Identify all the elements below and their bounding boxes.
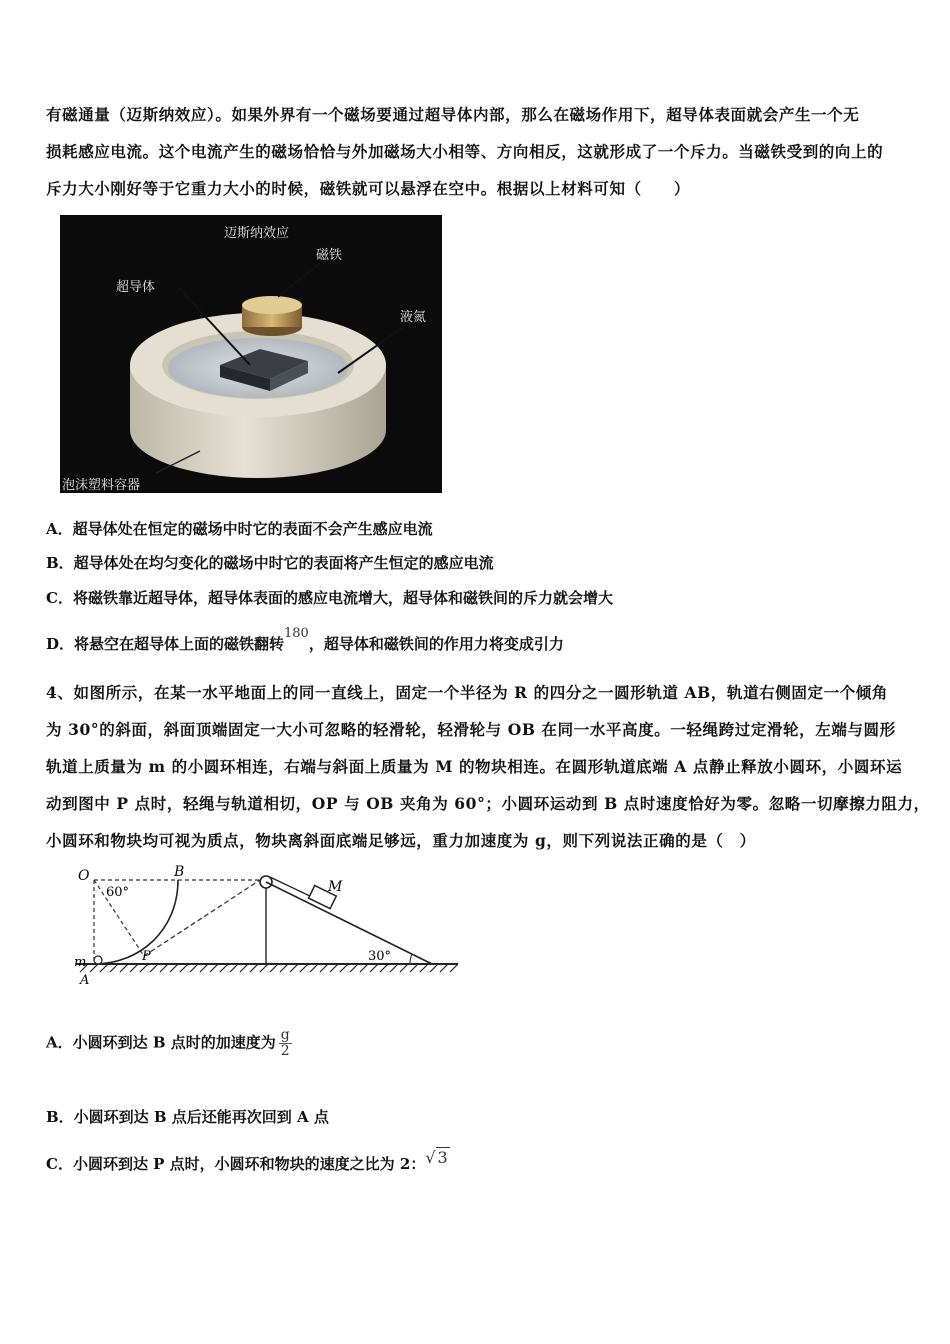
q4-line-3: 轨道上质量为 m 的小圆环相连，右端与斜面上质量为 M 的物块相连。在圆形轨道底端 A 点静止释放小圆环，小圆环运 bbox=[46, 757, 903, 776]
rope-left bbox=[144, 880, 260, 956]
label-angle-60: 60° bbox=[106, 885, 130, 900]
q3-option-a: A．超导体处在恒定的磁场中时它的表面不会产生感应电流 bbox=[46, 520, 433, 538]
q4-option-a bbox=[46, 1028, 292, 1059]
label-B: B bbox=[174, 864, 185, 880]
meissner-effect-figure bbox=[60, 215, 442, 493]
ground-hatching bbox=[80, 964, 458, 972]
q4-option-c bbox=[46, 1148, 450, 1174]
label-O: O bbox=[78, 868, 90, 884]
track-incline-figure bbox=[70, 860, 462, 992]
q4-line-1: 4、如图所示，在某一水平地面上的同一直线上，固定一个半径为 R 的四分之一圆形轨道 AB，轨道右侧固定一个倾角 bbox=[46, 683, 888, 702]
q3-option-d-angle: 180 bbox=[284, 626, 309, 641]
q4-option-a-text: A．小圆环到达 B 点时的加速度为 bbox=[46, 1033, 276, 1052]
small-ring bbox=[94, 956, 102, 964]
intro-line-2: 损耗感应电流。这个电流产生的磁场恰恰与外加磁场大小相等、方向相反，这就形成了一个斥力。当磁铁受到的向上的 bbox=[46, 142, 884, 161]
q3-option-b: B．超导体处在均匀变化的磁场中时它的表面将产生恒定的感应电流 bbox=[46, 554, 494, 572]
q4-line-5: 小圆环和物块均可视为质点，物块离斜面底端足够远，重力加速度为 g，则下列说法正确的是（ ） bbox=[46, 831, 756, 850]
q4-option-b: B．小圆环到达 B 点后还能再次回到 A 点 bbox=[46, 1108, 329, 1126]
label-m: m bbox=[74, 955, 87, 970]
intro-line-1: 有磁通量（迈斯纳效应）。如果外界有一个磁场要通过超导体内部，那么在磁场作用下，超导体表面就会产生一个无 bbox=[46, 105, 860, 124]
q4-option-c-text: C．小圆环到达 P 点时，小圆环和物块的速度之比为 2： bbox=[46, 1155, 426, 1173]
label-A: A bbox=[80, 973, 90, 988]
label-container: 泡沫塑料容器 bbox=[62, 478, 141, 493]
incline-surface bbox=[266, 882, 432, 964]
sqrt-radicand: 3 bbox=[437, 1148, 448, 1167]
figure-title: 迈斯纳效应 bbox=[224, 226, 290, 241]
q4-line-2: 为 30°的斜面，斜面顶端固定一大小可忽略的轻滑轮，轻滑轮与 OB 在同一水平高度。一轻绳跨过定滑轮，左端与圆形 bbox=[46, 720, 896, 739]
label-magnet: 磁铁 bbox=[316, 248, 343, 263]
label-angle-30: 30° bbox=[368, 949, 392, 964]
label-M: M bbox=[328, 879, 343, 895]
sqrt-expression: √ 3 bbox=[425, 1148, 448, 1167]
q3-option-d bbox=[46, 626, 564, 654]
q4-option-a-fraction bbox=[279, 1028, 292, 1059]
intro-line-3: 斥力大小刚好等于它重力大小的时候，磁铁就可以悬浮在空中。根据以上材料可知（ ） bbox=[46, 179, 691, 198]
label-liquid-nitrogen: 液氮 bbox=[400, 310, 427, 325]
q4-line-4: 动到图中 P 点时，轻绳与轨道相切，OP 与 OB 夹角为 60°；小圆环运动到 B 点时速度恰好为零。忽略一切摩擦力阻力， bbox=[46, 794, 930, 813]
fraction-denominator: 2 bbox=[280, 1043, 290, 1059]
label-P: P bbox=[142, 949, 151, 964]
label-superconductor: 超导体 bbox=[116, 280, 156, 295]
q3-option-d-text-pre: D．将悬空在超导体上面的磁铁翻转 bbox=[46, 635, 285, 653]
q3-option-c: C．将磁铁靠近超导体，超导体表面的感应电流增大，超导体和磁铁间的斥力就会增大 bbox=[46, 589, 613, 607]
q3-option-d-text-post: ，超导体和磁铁间的作用力将变成引力 bbox=[308, 635, 564, 653]
fraction-numerator: g bbox=[280, 1027, 290, 1043]
